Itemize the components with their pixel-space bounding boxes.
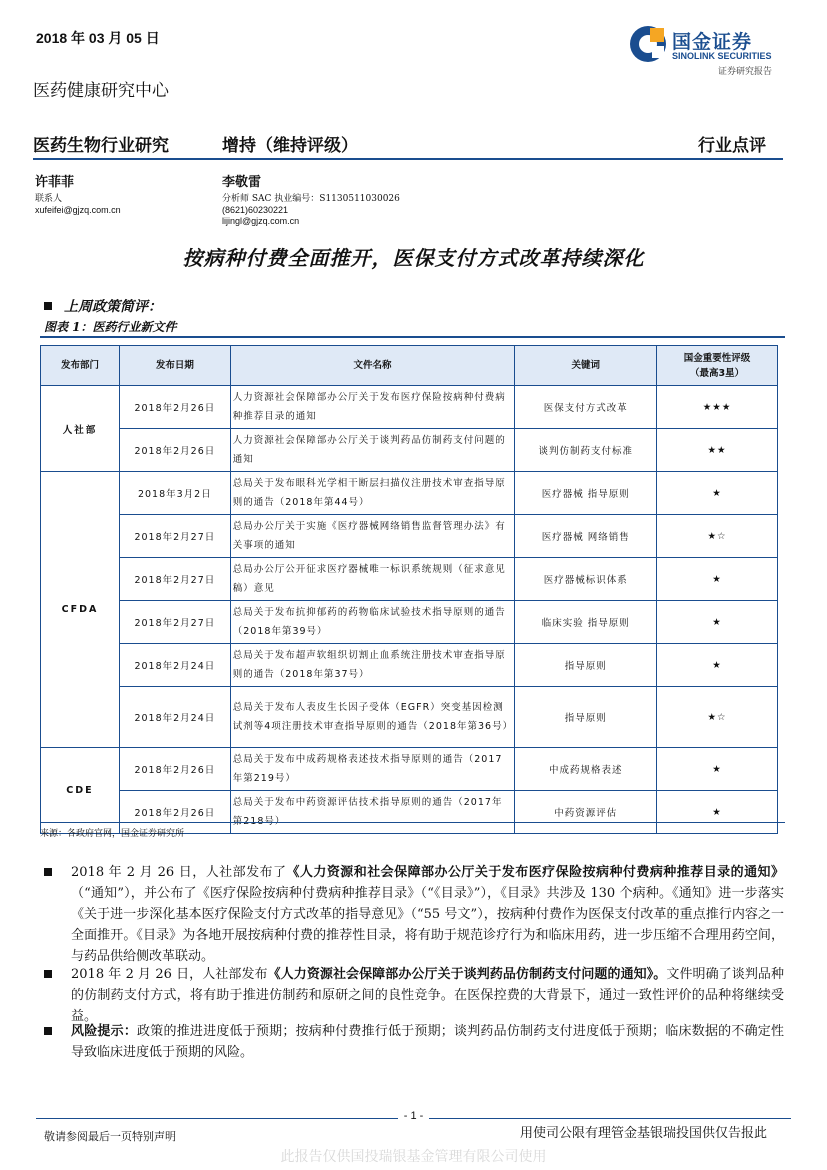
logo-subtitle: 证券研究报告 bbox=[718, 67, 773, 77]
rating-cell: ★★ bbox=[657, 429, 778, 472]
dept-cell: 人社部 bbox=[41, 386, 120, 472]
usage-note: 用使司公限有理管金基银瑞投国供仅告报此 bbox=[520, 1126, 768, 1141]
keyword-cell: 医疗器械标识体系 bbox=[515, 558, 657, 601]
doc-cell: 总局关于发布中药资源评估技术指导原则的通告（2017年 bbox=[230, 791, 515, 834]
keyword-cell: 医疗器械 指导原则 bbox=[515, 472, 657, 515]
analyst-role: 联系人 bbox=[35, 194, 63, 204]
col-header-date: 发布日期 bbox=[119, 346, 230, 386]
bullet-square-icon bbox=[44, 1027, 52, 1035]
page-number: - 1 - bbox=[0, 1110, 827, 1122]
analyst-2 bbox=[222, 177, 400, 227]
date-cell: 2018年2月26日 bbox=[119, 429, 230, 472]
col-header-keyword: 关键词 bbox=[515, 346, 657, 386]
date-cell: 2018年2月24日 bbox=[119, 687, 230, 748]
keyword-cell: 医保支付方式改革 bbox=[515, 386, 657, 429]
rating-cell: ★ bbox=[657, 644, 778, 687]
table-row bbox=[41, 687, 778, 748]
rating-label: 增持（维持评级） bbox=[222, 136, 358, 156]
policy-table bbox=[40, 345, 778, 834]
dept-cell: CFDA bbox=[41, 472, 120, 748]
table-header-row bbox=[41, 346, 778, 386]
analyst-email[interactable]: xufeifei@gjzq.com.cn bbox=[35, 205, 121, 215]
section-title: 上周政策简评： bbox=[44, 296, 162, 316]
doc-cell: 总局关于发布抗抑郁药的药物临床试验技术指导原则的通告（2018年第39号） bbox=[230, 601, 515, 644]
figure-rule bbox=[40, 336, 785, 338]
analyst-1 bbox=[35, 177, 121, 216]
report-date: 2018 年 03 月 05 日 bbox=[36, 30, 160, 46]
doc-cell: 总局关于发布人表皮生长因子受体（EGFR）突变基因检测试剂等4项注册技术审查指导原则的通告（2018年第36号） bbox=[230, 687, 515, 748]
date-cell: 2018年2月27日 bbox=[119, 558, 230, 601]
doc-cell: 总局关于发布眼科光学相干断层扫描仪注册技术审查指导原则的通告（2018年第44号） bbox=[230, 472, 515, 515]
doc-cell: 总局关于发布超声软组织切割止血系统注册技术审查指导原则的通告（2018年第37号） bbox=[230, 644, 515, 687]
keyword-cell: 中药资源评估 bbox=[515, 791, 657, 834]
date-cell: 2018年2月27日 bbox=[119, 601, 230, 644]
figure-title: 图表 1：医药行业新文件 bbox=[44, 320, 177, 334]
analyst-email[interactable]: lijingl@gjzq.com.cn bbox=[222, 216, 300, 226]
report-headline: 按病种付费全面推开，医保支付方式改革持续深化 bbox=[182, 246, 645, 270]
keyword-cell: 指导原则 bbox=[515, 644, 657, 687]
doc-cell: 总局办公厅关于实施《医疗器械网络销售监督管理办法》有关事项的通知 bbox=[230, 515, 515, 558]
date-cell: 2018年2月26日 bbox=[119, 386, 230, 429]
rating-cell: ★ bbox=[657, 748, 778, 791]
table-row bbox=[41, 601, 778, 644]
rating-cell: ★☆ bbox=[657, 515, 778, 558]
bullet-square-icon bbox=[44, 868, 52, 876]
rating-cell: ★☆ bbox=[657, 687, 778, 748]
bullet-square-icon bbox=[44, 970, 52, 978]
logo-text-en: SINOLINK SECURITIES bbox=[672, 51, 772, 61]
doc-cell: 人力资源社会保障部办公厅关于发布医疗保险按病种付费病种推荐目录的通知 bbox=[230, 386, 515, 429]
table-row bbox=[41, 748, 778, 791]
disclaimer-note: 敬请参阅最后一页特别声明 bbox=[44, 1130, 176, 1143]
rating-cell: ★ bbox=[657, 791, 778, 834]
commentary-paragraph-2: 2018 年 2 月 26 日，人社部发布《人力资源社会保障部办公厅关于谈判药品仿制药支付问题的通知》。文件明确了谈判品种的仿制药支付方式，将有助于推进仿制药和原研之间的良性竞争。在医保控费的大背景下，通过一致性评价的品种将继续受益。 bbox=[44, 964, 784, 1027]
doc-cell: 总局办公厅公开征求医疗器械唯一标识系统规则（征求意见稿）意见 bbox=[230, 558, 515, 601]
keyword-cell: 临床实验 指导原则 bbox=[515, 601, 657, 644]
analyst-phone: (8621)60230221 bbox=[222, 205, 289, 215]
keyword-cell: 谈判仿制药支付标准 bbox=[515, 429, 657, 472]
table-row bbox=[41, 386, 778, 429]
industry-title: 医药生物行业研究 bbox=[33, 136, 169, 156]
research-center: 医药健康研究中心 bbox=[33, 81, 169, 101]
logo-mark-icon bbox=[628, 24, 668, 64]
date-cell: 2018年2月27日 bbox=[119, 515, 230, 558]
watermark: 此报告仅供国投瑞银基金管理有限公司使用 bbox=[280, 1149, 547, 1165]
table-row bbox=[41, 429, 778, 472]
report-type: 行业点评 bbox=[698, 136, 766, 156]
col-header-dept: 发布部门 bbox=[41, 346, 120, 386]
keyword-cell: 指导原则 bbox=[515, 687, 657, 748]
commentary-paragraph-1: 2018 年 2 月 26 日，人社部发布了《人力资源和社会保障部办公厅关于发布医疗保险按病种付费病种推荐目录的通知》（“通知”），并公布了《医疗保险按病种付费病种推荐目录》（“《目录》”），《目录》共涉及 130 个病种。《通知》进一步落实《关于进一步深化基本医疗保险支付方式改革的指导意见》（“55 号文”），按病种付费作为医保支付改革的重点推行内容之一全面推开。《目录》为各地开展按病种付费的推荐性目录，将有助于规范诊疗行为和临床用药，进一步压缩不合理用药空间，与药品供给侧改革联动。 bbox=[44, 862, 784, 967]
rating-cell: ★ bbox=[657, 472, 778, 515]
date-cell: 2018年2月26日 bbox=[119, 791, 230, 834]
doc-cell: 人力资源社会保障部办公厅关于谈判药品仿制药支付问题的通知 bbox=[230, 429, 515, 472]
analyst-name: 李敬雷 bbox=[222, 175, 262, 190]
rating-cell: ★ bbox=[657, 558, 778, 601]
date-cell: 2018年3月2日 bbox=[119, 472, 230, 515]
col-header-rating: 国金重要性评级 （最高3星） bbox=[657, 346, 778, 386]
col-header-doc: 文件名称 bbox=[230, 346, 515, 386]
date-cell: 2018年2月26日 bbox=[119, 748, 230, 791]
table-row bbox=[41, 472, 778, 515]
date-cell: 2018年2月24日 bbox=[119, 644, 230, 687]
rating-cell: ★ bbox=[657, 601, 778, 644]
keyword-cell: 医疗器械 网络销售 bbox=[515, 515, 657, 558]
doc-cell: 总局关于发布中成药规格表述技术指导原则的通告（2017年第219号） bbox=[230, 748, 515, 791]
analyst-cert: 分析师 SAC 执业编号：S1130511030026 bbox=[222, 194, 400, 204]
analyst-name: 许菲菲 bbox=[35, 175, 75, 190]
table-row bbox=[41, 558, 778, 601]
table-row bbox=[41, 644, 778, 687]
dept-cell: CDE bbox=[41, 748, 120, 834]
risk-paragraph: 风险提示：政策的推进进度低于预期；按病种付费推行低于预期；谈判药品仿制药支付进度低于预期；临床数据的不确定性导致临床进度低于预期的风险。 bbox=[44, 1021, 784, 1063]
bullet-square-icon bbox=[44, 302, 52, 310]
keyword-cell: 中成药规格表述 bbox=[515, 748, 657, 791]
table-source: 来源：各政府官网，国金证券研究所 bbox=[40, 829, 185, 839]
source-rule bbox=[40, 822, 785, 823]
table-row bbox=[41, 515, 778, 558]
rating-cell: ★★★ bbox=[657, 386, 778, 429]
logo-text-cn: 国金证券 bbox=[672, 31, 753, 53]
